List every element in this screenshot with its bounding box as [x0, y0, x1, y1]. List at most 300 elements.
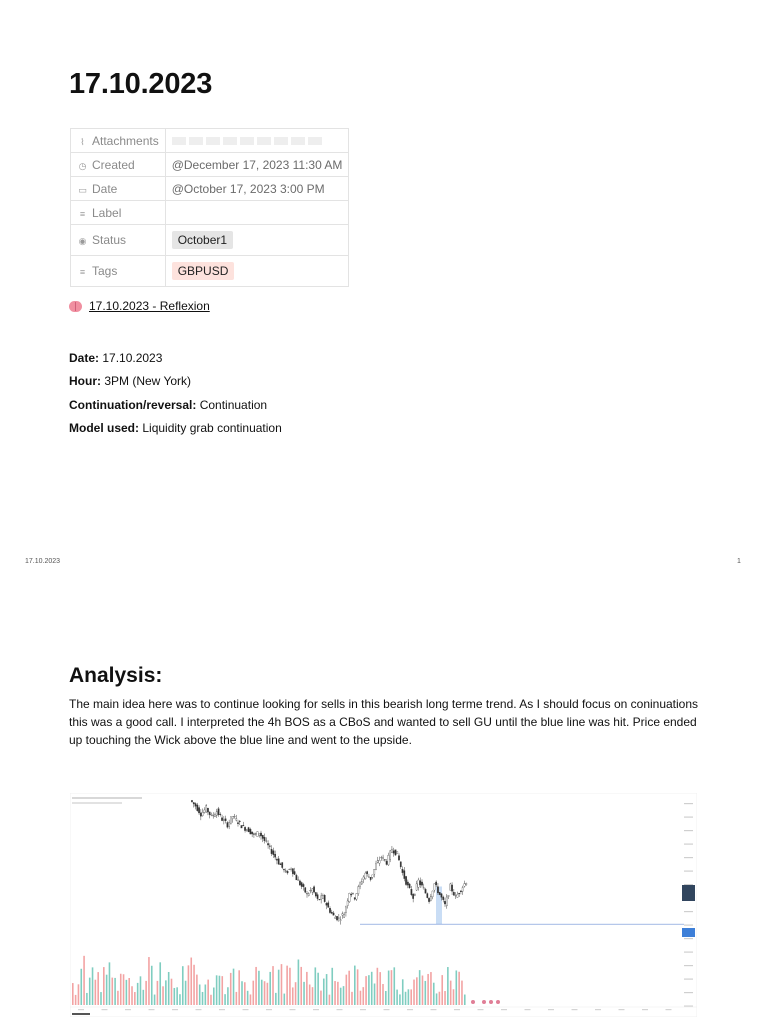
candle-body [457, 894, 458, 897]
time-axis-label [172, 1009, 178, 1010]
candle-body [352, 893, 353, 894]
volume-bar [309, 984, 311, 1005]
brain-icon [69, 301, 82, 312]
candle-body [241, 825, 242, 828]
candle-body [435, 882, 436, 885]
event-marker [496, 1000, 500, 1004]
volume-bar [78, 984, 80, 1005]
candle-body [458, 893, 459, 894]
volume-bar [185, 981, 187, 1005]
field-date: Date: 17.10.2023 [69, 351, 163, 365]
list-icon: ≡ [79, 208, 86, 219]
candle-body [228, 822, 229, 826]
candle-body [274, 854, 275, 857]
property-row-status [71, 225, 349, 256]
candle-body [425, 889, 426, 893]
candle-body [335, 917, 336, 919]
volume-bar [205, 984, 207, 1005]
candle-body [221, 818, 222, 821]
volume-bar [430, 972, 432, 1005]
volume-bar [145, 981, 147, 1005]
candle-body [287, 871, 288, 873]
property-value[interactable] [165, 225, 349, 256]
volume-bar [436, 993, 438, 1005]
candle-body [255, 834, 256, 835]
tradingview-logo [72, 1013, 90, 1015]
event-marker [489, 1000, 493, 1004]
volume-bar [298, 960, 300, 1005]
candle-body [214, 814, 215, 816]
time-axis-label [454, 1009, 460, 1010]
candle-body [257, 832, 258, 837]
volume-bar [275, 993, 277, 1005]
volume-bar [190, 958, 192, 1005]
property-key-label: Tags [92, 264, 118, 278]
time-axis-label [666, 1009, 672, 1010]
candle-body [361, 882, 362, 884]
candle-body [273, 851, 274, 855]
status-badge[interactable]: October1 [172, 231, 233, 249]
volume-bar [250, 994, 252, 1005]
volume-bar [128, 978, 130, 1005]
candle-body [329, 908, 330, 912]
clock-icon: ◷ [78, 160, 87, 171]
volume-bar [317, 973, 319, 1005]
volume-bar [413, 980, 415, 1005]
candle-body [391, 849, 392, 852]
property-key-label: Status [92, 233, 127, 247]
volume-bar [385, 991, 387, 1005]
candle-body [446, 897, 447, 906]
candle-body [368, 877, 369, 878]
candle-body [313, 887, 314, 892]
time-axis-label [501, 1009, 507, 1010]
candle-body [342, 914, 343, 915]
event-marker [471, 1000, 475, 1004]
volume-bar [103, 967, 105, 1005]
candle-body [444, 901, 445, 904]
volume-bar [433, 983, 435, 1005]
candle-body [354, 898, 355, 899]
volume-bar [199, 985, 201, 1005]
price-axis-label [684, 938, 693, 939]
candle-body [430, 897, 431, 901]
volume-bar [388, 971, 390, 1005]
time-axis-label [78, 1009, 84, 1010]
property-key-label: Created [92, 157, 135, 172]
property-key [71, 256, 166, 287]
volume-bar [267, 983, 269, 1005]
volume-bar [89, 978, 91, 1005]
time-axis-label [125, 1009, 131, 1010]
candle-body [271, 849, 272, 854]
candle-body [294, 871, 295, 874]
candle-body [319, 899, 320, 900]
candle-body [232, 817, 233, 819]
price-axis-label [684, 844, 693, 845]
volume-bar [393, 967, 395, 1005]
candle-body [297, 880, 298, 881]
volume-bar [453, 989, 455, 1005]
candle-body [405, 876, 406, 884]
price-axis-label [684, 857, 693, 858]
candle-body [453, 892, 454, 895]
volume-bar [120, 974, 122, 1005]
volume-bar [258, 971, 260, 1005]
volume-bar [117, 991, 119, 1005]
volume-bar [72, 983, 74, 1005]
property-key-label: Label [92, 205, 122, 220]
property-row-attachments [71, 129, 349, 153]
time-axis-label [431, 1009, 437, 1010]
candle-body [205, 806, 206, 812]
volume-bar [241, 981, 243, 1005]
candle-body [372, 875, 373, 877]
time-axis-label [149, 1009, 155, 1010]
candle-body [351, 894, 352, 895]
time-axis-label [102, 1009, 108, 1010]
calendar-icon: ▭ [78, 184, 87, 195]
property-key [71, 225, 166, 256]
volume-bar [171, 979, 173, 1005]
candle-body [234, 816, 235, 817]
candle-body [278, 859, 279, 864]
volume-bar [80, 969, 82, 1005]
price-axis-label [684, 992, 693, 993]
time-axis-label [548, 1009, 554, 1010]
volume-bar [148, 957, 150, 1005]
candle-body [251, 832, 252, 834]
page-title: 17.10.2023 [69, 68, 213, 100]
candle-body [246, 830, 247, 831]
volume-bar [284, 994, 286, 1005]
candle-body [299, 881, 300, 885]
candle-body [349, 893, 350, 901]
property-value[interactable] [165, 177, 349, 201]
candle-body [451, 885, 452, 891]
volume-bar [391, 970, 393, 1005]
candle-body [427, 894, 428, 898]
volume-bar [360, 991, 362, 1005]
level-price-marker [682, 928, 695, 937]
property-key-label: Attachments [92, 133, 159, 148]
candle-body [322, 895, 323, 898]
volume-bar [207, 980, 209, 1005]
candle-body [244, 827, 245, 830]
volume-bar [140, 976, 142, 1005]
volume-bar [357, 969, 359, 1005]
volume-bar [230, 973, 232, 1005]
volume-bar [427, 974, 429, 1005]
volume-bar [306, 972, 308, 1005]
candle-body [303, 884, 304, 886]
volume-bar [425, 981, 427, 1005]
candle-body [356, 894, 357, 900]
volume-bar [326, 974, 328, 1005]
volume-bar [292, 987, 294, 1005]
property-row-created [71, 153, 349, 177]
time-axis-label [384, 1009, 390, 1010]
price-axis-label [684, 871, 693, 872]
candle-body [292, 869, 293, 874]
property-value[interactable] [165, 129, 349, 153]
volume-bar [346, 975, 348, 1005]
volume-bar [182, 966, 184, 1005]
volume-bar [379, 972, 381, 1005]
time-axis-label [219, 1009, 225, 1010]
time-axis-label [337, 1009, 343, 1010]
candle-body [306, 893, 307, 894]
candle-body [366, 872, 367, 874]
property-value-text: @October 17, 2023 3:00 PM [171, 181, 325, 196]
volume-bar [323, 979, 325, 1005]
volume-bar [95, 980, 97, 1005]
candle-body [282, 862, 283, 867]
volume-bar [450, 981, 452, 1005]
volume-bar [441, 975, 443, 1005]
volume-bar [162, 986, 164, 1005]
paperclip-icon: ⌇ [80, 136, 85, 147]
volume-bar [368, 975, 370, 1005]
candle-body [207, 808, 208, 812]
candle-body [225, 819, 226, 821]
volume-bar [303, 982, 305, 1005]
reflexion-link-row [69, 299, 210, 313]
candle-body [434, 884, 435, 890]
volume-bar [193, 965, 195, 1005]
volume-bar [154, 995, 156, 1005]
volume-bar [382, 984, 384, 1005]
candle-body [462, 888, 463, 892]
candle-body [239, 821, 240, 822]
volume-bar [244, 982, 246, 1005]
volume-bar [320, 991, 322, 1005]
attachment-thumbnail[interactable] [172, 137, 322, 145]
volume-bar [83, 956, 85, 1005]
candle-body [260, 833, 261, 836]
candle-body [375, 864, 376, 870]
candle-body [395, 850, 396, 855]
footer-date: 17.10.2023 [25, 558, 61, 565]
volume-bar [261, 980, 263, 1005]
volume-bar [464, 995, 466, 1005]
volume-bar [97, 972, 99, 1005]
candle-body [343, 914, 344, 917]
candle-body [412, 894, 413, 898]
candle-body [416, 884, 417, 890]
candle-body [312, 889, 313, 892]
volume-bar [348, 971, 350, 1005]
time-axis-label [313, 1009, 319, 1010]
property-row-label [71, 201, 349, 225]
volume-bar [210, 995, 212, 1005]
candle-body [259, 834, 260, 836]
volume-bar [165, 980, 167, 1005]
volume-bar [334, 981, 336, 1005]
property-row-date [71, 177, 349, 201]
volume-bar [176, 987, 178, 1005]
volume-bar [295, 982, 297, 1005]
volume-bar [329, 995, 331, 1005]
chart-frame [70, 793, 697, 1017]
list-icon: ≡ [79, 267, 86, 277]
volume-bar [343, 986, 345, 1005]
candle-body [209, 812, 210, 815]
candle-body [248, 828, 249, 832]
candle-body [289, 869, 290, 870]
candle-body [227, 823, 228, 828]
candle-body [218, 809, 219, 815]
candle-body [398, 856, 399, 860]
volume-bar [351, 992, 353, 1005]
volume-bar [196, 975, 198, 1005]
volume-bar [179, 994, 181, 1005]
chart-legend-line [72, 802, 122, 804]
candle-body [266, 841, 267, 842]
volume-bar [216, 975, 218, 1005]
volume-bar [337, 982, 339, 1005]
current-price-marker [682, 885, 695, 901]
candle-body [443, 897, 444, 900]
event-marker [482, 1000, 486, 1004]
analysis-heading: Analysis: [69, 664, 163, 687]
candle-body [374, 869, 375, 874]
candle-body [250, 829, 251, 834]
volume-bar [456, 970, 458, 1005]
volume-bar [365, 976, 367, 1005]
candle-body [213, 815, 214, 816]
candle-body [414, 895, 415, 896]
candle-body [409, 884, 410, 888]
candle-body [437, 887, 438, 893]
candle-body [382, 857, 383, 859]
volume-bar [402, 979, 404, 1005]
property-row-tags [71, 256, 349, 287]
volume-bar [289, 968, 291, 1005]
volume-bar [174, 988, 176, 1005]
candle-body [404, 871, 405, 879]
price-axis-label [684, 1006, 693, 1007]
property-key [71, 153, 166, 177]
volume-bar [315, 967, 317, 1005]
candle-body [393, 851, 394, 853]
volume-bar [416, 977, 418, 1005]
candle-body [308, 894, 309, 896]
volume-bar [202, 992, 204, 1005]
price-chart-screenshot [70, 793, 697, 1017]
candle-body [333, 913, 334, 915]
volume-bar [75, 995, 77, 1005]
candle-body [359, 883, 360, 886]
candle-body [315, 892, 316, 896]
volume-bar [131, 986, 133, 1005]
properties-table [70, 128, 349, 287]
property-value[interactable] [165, 256, 349, 287]
volume-bar [219, 976, 221, 1005]
volume-bar [362, 987, 364, 1005]
volume-bar [264, 981, 266, 1005]
volume-bar [188, 965, 190, 1005]
property-key-label: Date [92, 181, 118, 196]
candle-body [455, 895, 456, 896]
footer-page-number: 1 [737, 558, 741, 565]
candle-body [448, 895, 449, 896]
volume-bar [100, 992, 102, 1005]
time-axis-label [266, 1009, 272, 1010]
candle-body [384, 860, 385, 861]
volume-bar [300, 967, 302, 1005]
price-axis-label [684, 952, 693, 953]
tag-badge[interactable]: GBPUSD [172, 262, 235, 280]
candle-body [276, 859, 277, 860]
volume-bar [269, 972, 271, 1005]
time-axis-label [290, 1009, 296, 1010]
volume-bar [272, 966, 274, 1005]
volume-bar [286, 966, 288, 1005]
volume-bar [461, 981, 463, 1005]
price-axis-label [684, 925, 693, 926]
volume-bar [168, 972, 170, 1005]
candle-body [421, 882, 422, 885]
candle-body [377, 861, 378, 863]
candle-body [388, 855, 389, 865]
price-axis-label [684, 911, 693, 912]
candle-body [466, 883, 467, 885]
property-value-text: @December 17, 2023 11:30 AM [171, 157, 343, 172]
candle-body [253, 834, 254, 835]
volume-bar [137, 983, 139, 1005]
candle-body [400, 862, 401, 867]
volume-bar [213, 988, 215, 1005]
candle-body [407, 882, 408, 885]
time-axis-label [595, 1009, 601, 1010]
chart-legend-line [72, 797, 142, 799]
volume-bar [408, 989, 410, 1005]
candle-body [402, 869, 403, 872]
volume-bar [143, 990, 145, 1005]
field-continuation: Continuation/reversal: Continuation [69, 398, 268, 412]
candle-body [202, 812, 203, 816]
candle-body [195, 803, 196, 806]
volume-bar [92, 967, 94, 1005]
volume-bar [444, 991, 446, 1005]
candle-body [464, 884, 465, 886]
candle-body [296, 875, 297, 880]
time-axis-label [243, 1009, 249, 1010]
property-key [71, 177, 166, 201]
volume-bar [331, 968, 333, 1005]
candle-body [379, 860, 380, 863]
price-axis-label [684, 803, 693, 804]
time-axis-label [360, 1009, 366, 1010]
property-value[interactable] [165, 153, 349, 177]
time-axis-label [196, 1009, 202, 1010]
volume-bar [439, 992, 441, 1005]
volume-bar [340, 988, 342, 1005]
candle-body [389, 851, 390, 859]
candle-body [283, 869, 284, 870]
candle-body [328, 903, 329, 908]
candle-body [200, 813, 201, 816]
candle-body [423, 888, 424, 889]
volume-bar [109, 962, 111, 1005]
volume-bar [396, 990, 398, 1005]
reflexion-link[interactable]: 17.10.2023 - Reflexion [89, 299, 210, 313]
property-value[interactable] [165, 201, 349, 225]
candle-body [336, 916, 337, 920]
candle-body [365, 873, 366, 879]
candle-body [236, 819, 237, 821]
